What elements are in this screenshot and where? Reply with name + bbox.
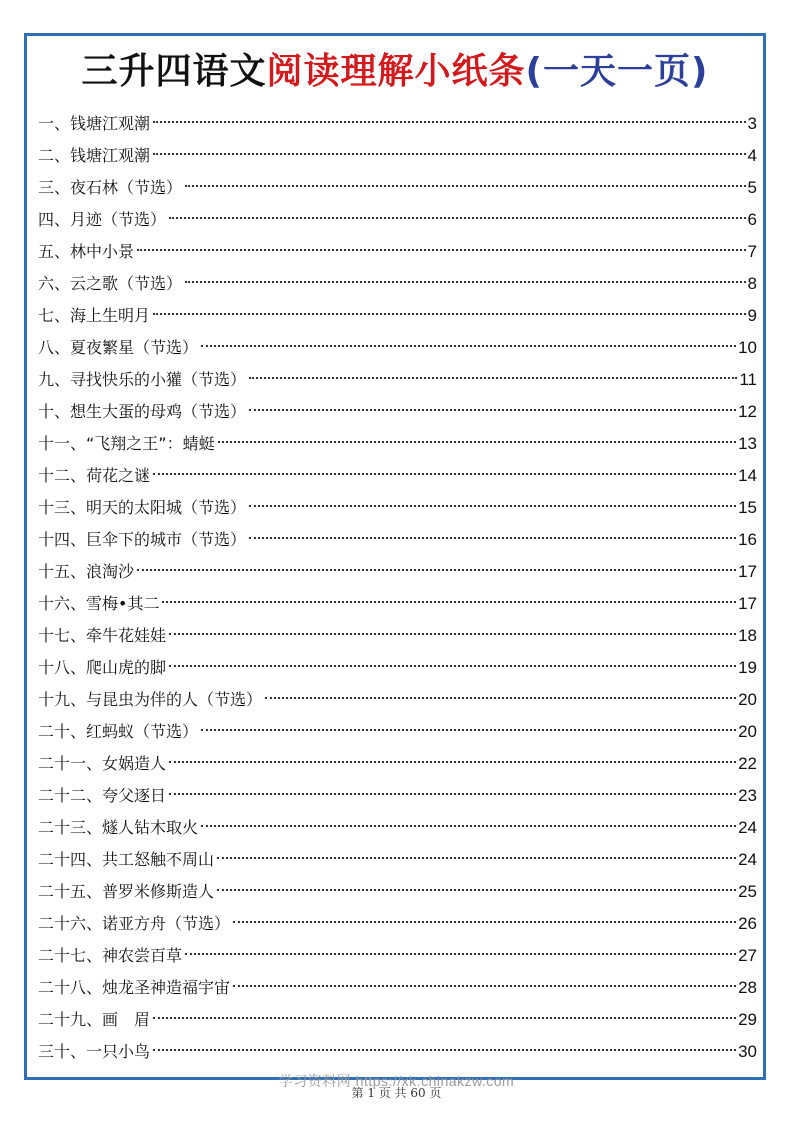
toc-entry-title: 二十八、烛龙圣神造福宇宙 xyxy=(38,978,231,997)
toc-entry-page-number: 27 xyxy=(738,946,757,965)
toc-entry-page-number: 29 xyxy=(738,1010,757,1029)
toc-dot-leader xyxy=(153,153,746,155)
toc-entry-title: 六、云之歌（节选） xyxy=(38,274,183,293)
toc-entry[interactable] xyxy=(38,492,757,524)
title-part-schedule: (一天一页) xyxy=(525,51,709,92)
toc-dot-leader xyxy=(169,633,736,635)
toc-entry[interactable] xyxy=(38,140,757,172)
toc-dot-leader xyxy=(185,953,736,955)
toc-entry-title: 十六、雪梅•其二 xyxy=(38,594,160,613)
toc-entry[interactable] xyxy=(38,748,757,780)
toc-entry[interactable] xyxy=(38,236,757,268)
toc-entry[interactable] xyxy=(38,300,757,332)
toc-entry-title: 十八、爬山虎的脚 xyxy=(38,658,167,677)
toc-dot-leader xyxy=(218,441,736,443)
toc-entry-title: 二十三、燧人钻木取火 xyxy=(38,818,199,837)
toc-dot-leader xyxy=(153,1049,736,1051)
toc-entry[interactable] xyxy=(38,972,757,1004)
toc-entry-title: 一、钱塘江观潮 xyxy=(38,114,151,133)
toc-entry[interactable] xyxy=(38,876,757,908)
toc-entry-title: 五、林中小景 xyxy=(38,242,135,261)
toc-dot-leader xyxy=(162,601,736,603)
toc-entry-title: 十、想生大蛋的母鸡（节选） xyxy=(38,402,247,421)
toc-entry-page-number: 7 xyxy=(747,242,757,261)
toc-entry[interactable] xyxy=(38,204,757,236)
toc-entry-page-number: 30 xyxy=(738,1042,757,1061)
toc-entry-page-number: 18 xyxy=(738,626,757,645)
toc-entry[interactable] xyxy=(38,556,757,588)
toc-entry[interactable] xyxy=(38,908,757,940)
toc-entry-title: 四、月迹（节选） xyxy=(38,210,167,229)
toc-dot-leader xyxy=(185,185,746,187)
toc-entry[interactable] xyxy=(38,396,757,428)
document-title xyxy=(24,46,766,98)
toc-entry-title: 十四、巨伞下的城市（节选） xyxy=(38,530,247,549)
toc-entry-title: 十一、“飞翔之王”：蜻蜓 xyxy=(38,434,215,453)
toc-dot-leader xyxy=(201,345,736,347)
toc-dot-leader xyxy=(217,889,736,891)
title-part-subject: 阅读理解小纸条 xyxy=(266,51,526,92)
toc-dot-leader xyxy=(169,665,736,667)
toc-entry-title: 二十四、共工怒触不周山 xyxy=(38,850,215,869)
toc-entry-title: 二十六、诺亚方舟（节选） xyxy=(38,914,231,933)
toc-entry[interactable] xyxy=(38,108,757,140)
toc-entry[interactable] xyxy=(38,620,757,652)
toc-entry[interactable] xyxy=(38,1004,757,1036)
toc-entry[interactable] xyxy=(38,684,757,716)
toc-entry-page-number: 24 xyxy=(738,818,757,837)
toc-entry-page-number: 20 xyxy=(738,722,757,741)
toc-dot-leader xyxy=(153,1017,736,1019)
toc-entry-title: 十九、与昆虫为伴的人（节选） xyxy=(38,690,263,709)
toc-entry[interactable] xyxy=(38,844,757,876)
toc-entry[interactable] xyxy=(38,716,757,748)
toc-dot-leader xyxy=(233,921,736,923)
toc-entry-title: 二十二、夸父逐日 xyxy=(38,786,167,805)
toc-entry[interactable] xyxy=(38,780,757,812)
toc-dot-leader xyxy=(185,281,746,283)
toc-dot-leader xyxy=(249,377,737,379)
toc-entry-page-number: 13 xyxy=(738,434,757,453)
toc-entry[interactable] xyxy=(38,460,757,492)
toc-entry-page-number: 20 xyxy=(738,690,757,709)
watermark-text: 学习资料网 https://xk.chinakzw.com xyxy=(278,1073,515,1089)
toc-entry-title: 二十、红蚂蚁（节选） xyxy=(38,722,199,741)
toc-entry-page-number: 10 xyxy=(738,338,757,357)
toc-entry-title: 二十七、神农尝百草 xyxy=(38,946,183,965)
toc-entry-page-number: 5 xyxy=(747,178,757,197)
toc-entry-title: 三、夜石林（节选） xyxy=(38,178,183,197)
table-of-contents xyxy=(38,108,757,1068)
toc-entry-title: 十七、牵牛花娃娃 xyxy=(38,626,167,645)
toc-entry-page-number: 26 xyxy=(738,914,757,933)
toc-entry-page-number: 8 xyxy=(747,274,757,293)
toc-entry-title: 十二、荷花之谜 xyxy=(38,466,151,485)
toc-entry[interactable] xyxy=(38,1036,757,1068)
toc-dot-leader xyxy=(201,825,736,827)
toc-entry-title: 七、海上生明月 xyxy=(38,306,151,325)
toc-dot-leader xyxy=(265,697,736,699)
toc-entry[interactable] xyxy=(38,364,757,396)
toc-dot-leader xyxy=(169,761,736,763)
title-part-grade: 三升四语文 xyxy=(81,51,267,92)
toc-entry-page-number: 16 xyxy=(738,530,757,549)
toc-entry[interactable] xyxy=(38,812,757,844)
toc-entry-page-number: 12 xyxy=(738,402,757,421)
toc-entry-page-number: 19 xyxy=(738,658,757,677)
toc-entry-page-number: 11 xyxy=(739,370,757,389)
toc-entry[interactable] xyxy=(38,268,757,300)
toc-entry[interactable] xyxy=(38,940,757,972)
toc-entry[interactable] xyxy=(38,428,757,460)
toc-entry-page-number: 25 xyxy=(738,882,757,901)
toc-dot-leader xyxy=(169,217,746,219)
toc-entry-page-number: 22 xyxy=(738,754,757,773)
toc-dot-leader xyxy=(153,121,746,123)
toc-dot-leader xyxy=(249,409,736,411)
toc-dot-leader xyxy=(153,473,736,475)
toc-entry[interactable] xyxy=(38,332,757,364)
toc-entry[interactable] xyxy=(38,588,757,620)
toc-dot-leader xyxy=(169,793,736,795)
toc-entry-page-number: 3 xyxy=(747,114,757,133)
toc-entry-page-number: 23 xyxy=(738,786,757,805)
page-footer: 第 1 页 共 60 页 xyxy=(351,1086,442,1100)
toc-entry-title: 十五、浪淘沙 xyxy=(38,562,135,581)
toc-entry-title: 八、夏夜繁星（节选） xyxy=(38,338,199,357)
toc-dot-leader xyxy=(249,537,736,539)
toc-entry-page-number: 15 xyxy=(738,498,757,517)
toc-entry-title: 二十九、画 眉 xyxy=(38,1010,151,1029)
toc-dot-leader xyxy=(153,313,746,315)
toc-dot-leader xyxy=(137,569,736,571)
toc-entry-page-number: 17 xyxy=(738,594,757,613)
toc-dot-leader xyxy=(137,249,746,251)
toc-entry-title: 十三、明天的太阳城（节选） xyxy=(38,498,247,517)
toc-entry-page-number: 17 xyxy=(738,562,757,581)
toc-entry-title: 二、钱塘江观潮 xyxy=(38,146,151,165)
toc-entry-page-number: 4 xyxy=(747,146,757,165)
toc-entry-title: 二十一、女娲造人 xyxy=(38,754,167,773)
toc-dot-leader xyxy=(233,985,736,987)
toc-dot-leader xyxy=(217,857,736,859)
toc-entry-page-number: 14 xyxy=(738,466,757,485)
toc-entry-page-number: 28 xyxy=(738,978,757,997)
toc-entry-page-number: 6 xyxy=(747,210,757,229)
toc-dot-leader xyxy=(249,505,736,507)
toc-entry-title: 二十五、普罗米修斯造人 xyxy=(38,882,215,901)
toc-entry-page-number: 9 xyxy=(747,306,757,325)
toc-entry-title: 九、寻找快乐的小獾（节选） xyxy=(38,370,247,389)
toc-entry[interactable] xyxy=(38,652,757,684)
toc-dot-leader xyxy=(201,729,736,731)
toc-entry-title: 三十、一只小鸟 xyxy=(38,1042,151,1061)
toc-entry[interactable] xyxy=(38,172,757,204)
toc-entry[interactable] xyxy=(38,524,757,556)
toc-entry-page-number: 24 xyxy=(738,850,757,869)
